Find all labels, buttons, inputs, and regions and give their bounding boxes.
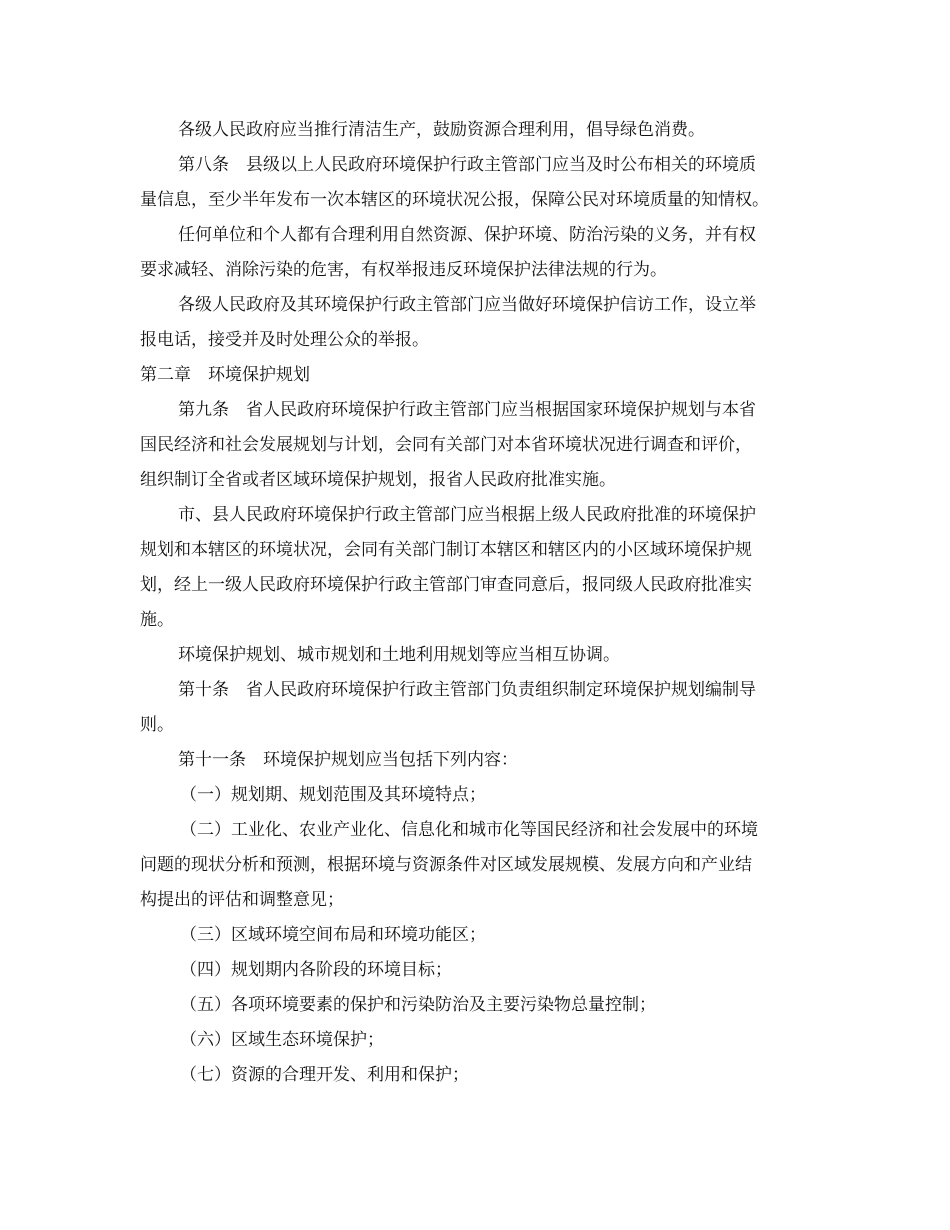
list-item: （二）工业化、农业产业化、信息化和城市化等国民经济和社会发展中的环境	[180, 820, 758, 840]
text-line: 各级人民政府应当推行清洁生产，鼓励资源合理利用，倡导绿色消费。	[178, 120, 705, 140]
text-line: 构提出的评估和调整意见；	[140, 890, 344, 910]
text-line: 问题的现状分析和预测，根据环境与资源条件对区域发展规模、发展方向和产业结	[140, 855, 752, 875]
text-line: 市、县人民政府环境保护行政主管部门应当根据上级人民政府批准的环境保护	[178, 505, 756, 525]
list-item: （七）资源的合理开发、利用和保护；	[180, 1065, 469, 1085]
text-line: 量信息，至少半年发布一次本辖区的环境状况公报，保障公民对环境质量的知情权。	[140, 190, 769, 210]
article-11-heading-line: 第十一条 环境保护规划应当包括下列内容：	[178, 750, 518, 770]
article-9-heading-line: 第九条 省人民政府环境保护行政主管部门应当根据国家环境保护规划与本省	[178, 400, 756, 420]
text-line: 则。	[140, 715, 174, 735]
text-line: 要求减轻、消除污染的危害，有权举报违反环境保护法律法规的行为。	[140, 260, 667, 280]
text-line: 任何单位和个人都有合理利用自然资源、保护环境、防治污染的义务，并有权	[178, 225, 756, 245]
list-item: （一）规划期、规划范围及其环境特点；	[180, 785, 486, 805]
text-line: 报电话，接受并及时处理公众的举报。	[140, 330, 429, 350]
article-10-heading-line: 第十条 省人民政府环境保护行政主管部门负责组织制定环境保护规划编制导	[178, 680, 756, 700]
text-line: 划，经上一级人民政府环境保护行政主管部门审查同意后，报同级人民政府批准实	[140, 575, 752, 595]
list-item: （四）规划期内各阶段的环境目标；	[180, 960, 452, 980]
text-line: 组织制订全省或者区域环境保护规划，报省人民政府批准实施。	[140, 470, 616, 490]
list-item: （五）各项环境要素的保护和污染防治及主要污染物总量控制；	[180, 995, 656, 1015]
text-line: 环境保护规划、城市规划和土地利用规划等应当相互协调。	[178, 645, 620, 665]
chapter-2-heading: 第二章 环境保护规划	[140, 365, 310, 385]
text-line: 国民经济和社会发展规划与计划，会同有关部门对本省环境状况进行调查和评价，	[140, 435, 752, 455]
list-item: （三）区域环境空间布局和环境功能区；	[180, 925, 486, 945]
article-8-heading-line: 第八条 县级以上人民政府环境保护行政主管部门应当及时公布相关的环境质	[178, 155, 756, 175]
text-line: 各级人民政府及其环境保护行政主管部门应当做好环境保护信访工作，设立举	[178, 295, 756, 315]
text-line: 施。	[140, 610, 174, 630]
list-item: （六）区域生态环境保护；	[180, 1030, 384, 1050]
text-line: 规划和本辖区的环境状况，会同有关部门制订本辖区和辖区内的小区域环境保护规	[140, 540, 752, 560]
